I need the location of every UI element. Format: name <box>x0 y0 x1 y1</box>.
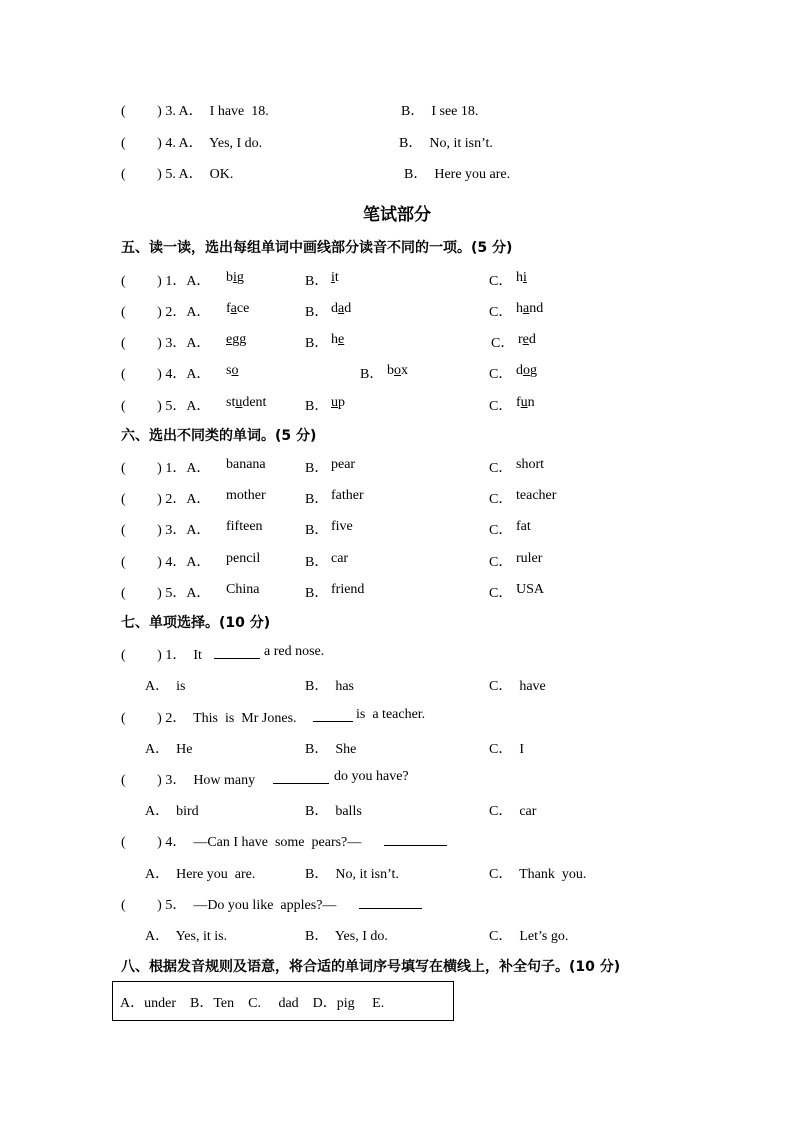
option-c: C． car <box>489 804 537 819</box>
option-b-label: B． <box>305 586 329 601</box>
option-b-label: B． <box>305 305 329 320</box>
question-text: ( ) 3. A． I have 18. <box>121 104 269 119</box>
option-c-word: hand <box>516 301 544 316</box>
option-c-label: C． <box>489 555 513 570</box>
option-b: B． I see 18. <box>401 104 479 119</box>
question-number: ( ) 1．A． <box>121 461 211 476</box>
option-c-word: fun <box>516 395 535 410</box>
option-a-word: so <box>226 363 239 378</box>
answer-blank <box>359 894 422 909</box>
question-text-start: ( ) 2． This is Mr Jones. <box>121 711 297 726</box>
question-text-start: ( ) 5． —Do you like apples?— <box>121 898 337 913</box>
option-a: A． bird <box>145 804 199 819</box>
question-number: ( ) 4．A． <box>121 555 211 570</box>
section-6-heading: 六、选出不同类的单词。(5 分) <box>121 428 317 444</box>
option-b-label: B． <box>305 523 329 538</box>
option-c-word: dog <box>516 363 537 378</box>
option-b: B． No, it isn’t. <box>305 867 399 882</box>
question-text-end: do you have? <box>334 769 409 784</box>
option-b-label: B． <box>305 555 329 570</box>
section-5-heading: 五、读一读，选出每组单词中画线部分读音不同的一项。(5 分) <box>121 240 513 256</box>
option-b: B． She <box>305 742 357 757</box>
option-c: C． Thank you. <box>489 867 587 882</box>
question-text: ( ) 5. A． OK. <box>121 167 234 182</box>
section-7-heading: 七、单项选择。(10 分) <box>121 615 271 631</box>
option-b-label: B． <box>360 367 384 382</box>
answer-blank <box>313 707 353 722</box>
option-a-word: China <box>226 582 260 597</box>
option-a: A． is <box>145 679 186 694</box>
question-number: ( ) 5．A． <box>121 399 211 414</box>
option-b-word: he <box>331 332 345 347</box>
option-a-word: egg <box>226 332 247 347</box>
option-a-word: banana <box>226 457 266 472</box>
option-a: A． Yes, it is. <box>145 929 228 944</box>
question-text-start: ( ) 1． It <box>121 648 202 663</box>
option-b: B． No, it isn’t. <box>399 136 493 151</box>
question-number: ( ) 2．A． <box>121 492 211 507</box>
option-b: B． Yes, I do. <box>305 929 388 944</box>
option-c: C． Let’s go. <box>489 929 569 944</box>
answer-blank <box>273 769 329 784</box>
option-c-label: C． <box>489 274 513 289</box>
option-c-word: hi <box>516 270 527 285</box>
option-c-word: ruler <box>516 551 543 566</box>
option-c-label: C． <box>489 305 513 320</box>
option-b-label: B． <box>305 461 329 476</box>
answer-blank <box>384 831 447 846</box>
question-text: ( ) 4. A． Yes, I do. <box>121 136 263 151</box>
option-b-word: pear <box>331 457 356 472</box>
option-c: C． have <box>489 679 546 694</box>
option-c: C． I <box>489 742 524 757</box>
question-text-start: ( ) 3． How many <box>121 773 256 788</box>
question-text-start: ( ) 4． —Can I have some pears?— <box>121 835 362 850</box>
question-number: ( ) 1．A． <box>121 274 211 289</box>
option-b-word: dad <box>331 301 352 316</box>
option-c-word: fat <box>516 519 531 534</box>
underlined-part: i <box>233 270 237 285</box>
word-bank-box <box>112 981 454 1021</box>
option-b-label: B． <box>305 492 329 507</box>
option-b-word: it <box>331 270 339 285</box>
option-c-label: C． <box>489 586 513 601</box>
option-a-word: mother <box>226 488 266 503</box>
word-bank-text: A．under B．Ten C. dad D．pig E. <box>120 996 385 1011</box>
question-number: ( ) 3．A． <box>121 336 211 351</box>
option-a-word: face <box>226 301 250 316</box>
question-number: ( ) 4．A． <box>121 367 211 382</box>
option-b-word: father <box>331 488 364 503</box>
option-b-label: B． <box>305 336 329 351</box>
option-b-word: up <box>331 395 345 410</box>
option-c-word: USA <box>516 582 545 597</box>
option-a: A． He <box>145 742 193 757</box>
option-c-word: red <box>518 332 536 347</box>
option-a-word: student <box>226 395 267 410</box>
option-b: B． Here you are. <box>404 167 511 182</box>
option-b-word: friend <box>331 582 365 597</box>
option-a-word: fifteen <box>226 519 263 534</box>
option-c-label: C． <box>489 523 513 538</box>
answer-blank <box>214 644 260 659</box>
option-b-word: five <box>331 519 353 534</box>
option-b-word: box <box>387 363 408 378</box>
question-number: ( ) 3．A． <box>121 523 211 538</box>
option-c-label: C． <box>489 492 513 507</box>
question-number: ( ) 5．A． <box>121 586 211 601</box>
section-8-heading: 八、根据发音规则及语意，将合适的单词序号填写在横线上，补全句子。(10 分) <box>121 959 621 975</box>
option-c-label: C． <box>489 399 513 414</box>
option-c-label: C． <box>491 336 515 351</box>
option-a-word: big <box>226 270 244 285</box>
question-text-end: is a teacher. <box>356 707 426 722</box>
option-c-label: C． <box>489 461 513 476</box>
option-c-word: short <box>516 457 544 472</box>
question-number: ( ) 2．A． <box>121 305 211 320</box>
option-b: B． has <box>305 679 354 694</box>
option-c-word: teacher <box>516 488 557 503</box>
question-text-end: a red nose. <box>264 644 325 659</box>
option-b-label: B． <box>305 399 329 414</box>
option-b-word: car <box>331 551 349 566</box>
option-b: B． balls <box>305 804 362 819</box>
option-b-label: B． <box>305 274 329 289</box>
option-a-word: pencil <box>226 551 261 566</box>
written-part-title: 笔试部分 <box>363 205 431 225</box>
option-c-label: C． <box>489 367 513 382</box>
option-a: A． Here you are. <box>145 867 256 882</box>
